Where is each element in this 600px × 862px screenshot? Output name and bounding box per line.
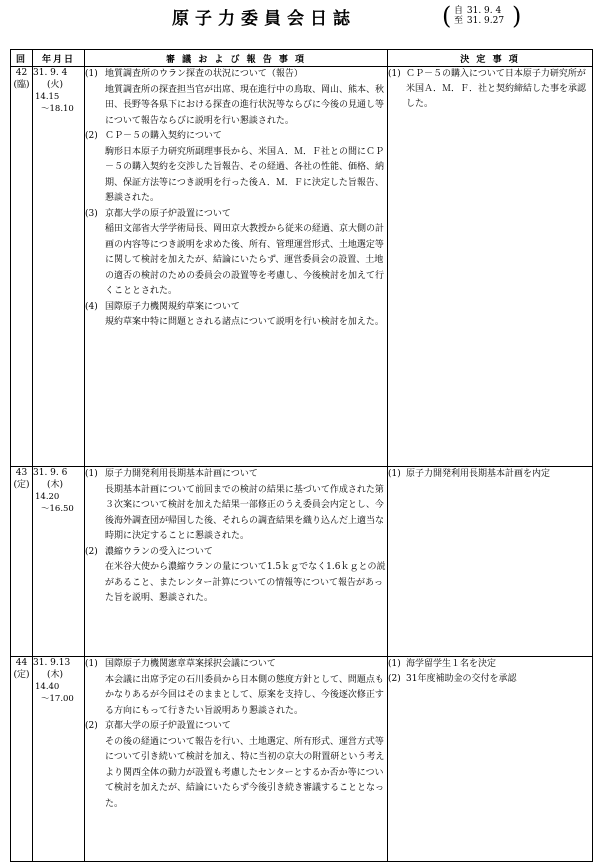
agenda-item xyxy=(85,67,387,129)
agenda-item-heading xyxy=(85,657,387,673)
period-from-date: 31. 9. 4 xyxy=(466,6,502,16)
agenda-item xyxy=(85,719,387,812)
page-header xyxy=(0,0,600,40)
session-number-cell xyxy=(11,657,33,862)
column-header-date: 年月日 xyxy=(33,50,85,67)
session-number-cell xyxy=(11,467,33,657)
session-date-cell xyxy=(33,67,85,467)
session-weekday: (木) xyxy=(47,480,64,490)
decision-item xyxy=(388,67,592,112)
table-row xyxy=(11,67,593,467)
page-title: 原子力委員会日誌 xyxy=(172,9,356,29)
decision-cell xyxy=(388,467,593,657)
agenda-item-heading xyxy=(85,67,387,83)
agenda-item-number: (2) xyxy=(85,131,98,141)
decision-item xyxy=(388,467,592,482)
agenda-item-number: (3) xyxy=(85,208,98,219)
session-number: 42 xyxy=(15,68,28,78)
agenda-item-body: 長期基本計画について前回までの検討の結果に基づいて作成された第３次案について検討を加えた結果一部修正のうえ委員会内定とし、今後海外調査団が帰国した後、それらの調査結果を織り込んだ上適当な時期に決定することに懇談された。 xyxy=(105,484,385,541)
decision-item-number: (1) xyxy=(388,659,401,669)
session-time-to: ～18.10 xyxy=(41,104,74,114)
session-date: 31. 9. 6 xyxy=(33,468,68,478)
agenda-item-number: (2) xyxy=(85,721,98,731)
column-header-number: 回 xyxy=(11,50,33,67)
decision-item-text: 原子力開発利用長期基本計画を内定 xyxy=(406,469,551,479)
session-date: 31. 9. 4 xyxy=(33,68,68,78)
decision-item-text: ＣＰ－５の購入について日本原子力研究所が米国Ａ．Ｍ．Ｆ．社と契約締結した事を承認した。 xyxy=(406,69,587,109)
session-number: 44 xyxy=(15,658,28,668)
agenda-item xyxy=(85,657,387,719)
agenda-item xyxy=(85,129,387,207)
agenda-item-number: (1) xyxy=(85,69,98,79)
session-number-cell xyxy=(11,67,33,467)
period-dates xyxy=(454,6,504,26)
session-time-to: ～16.50 xyxy=(41,504,74,514)
diary-table xyxy=(10,49,593,862)
agenda-item xyxy=(85,467,387,545)
session-date-cell xyxy=(33,467,85,657)
table-body xyxy=(11,67,593,862)
agenda-item-title: 地質調査所のウラン探査の状況について（報告） xyxy=(105,69,303,79)
session-time-from: 14.20 xyxy=(35,492,60,502)
agenda-item-body: 地質調査所の探査担当官が出席、現在進行中の鳥取、岡山、熊本、秋田、長野等各県下における探査の進行状況等ならびに今後の見通し等について報告ならびに説明を行い懇談された。 xyxy=(105,84,385,126)
agenda-item-title: ＣＰ－５の購入契約について xyxy=(105,131,222,141)
agenda-item-heading xyxy=(85,300,387,316)
agenda-item-heading xyxy=(85,719,387,735)
agenda-item-body: 本会議に出席予定の石川委員から日本側の態度方針として、問題点もかなりあるが今回はそのままとして、原案を支持し、今後逐次修正する方向にもって行きたい旨説明あり懇談された。 xyxy=(105,674,384,716)
decision-cell xyxy=(388,67,593,467)
decision-item-number: (1) xyxy=(388,69,401,79)
session-time-from: 14.40 xyxy=(35,682,60,692)
session-weekday: (木) xyxy=(47,670,64,680)
decision-item-number: (1) xyxy=(388,469,401,479)
period-to-label: 至 xyxy=(454,16,464,26)
agenda-item-body: その後の経過について報告を行い、土地選定、所有形式、運営方式等について引き続いて検討を加え、特に当初の京大の附置研という考えより関西全体の動力が設置も考慮したセンターとするか否か等について検討を加えたが、結論にいたらず今後引き続き審議することとなった。 xyxy=(105,736,385,809)
agenda-cell xyxy=(85,657,388,862)
agenda-item-title: 濃縮ウランの受入について xyxy=(105,546,213,557)
agenda-item-number: (4) xyxy=(85,301,98,312)
agenda-item-heading xyxy=(85,129,387,145)
decision-item-text: 海学留学生１名を決定 xyxy=(406,659,497,669)
agenda-item-heading xyxy=(85,207,387,223)
agenda-item-number: (2) xyxy=(85,546,98,557)
agenda-item xyxy=(85,300,387,331)
agenda-item-heading xyxy=(85,467,387,483)
agenda-item-title: 京都大学の原子炉設置について xyxy=(105,721,231,731)
decision-item xyxy=(388,657,592,672)
session-number: 43 xyxy=(15,468,28,478)
session-kind: (定) xyxy=(13,670,30,680)
agenda-item-number: (1) xyxy=(85,469,98,479)
table-row xyxy=(11,467,593,657)
decision-cell xyxy=(388,657,593,862)
session-kind: (臨) xyxy=(13,80,30,90)
session-time-from: 14.15 xyxy=(35,92,60,102)
agenda-item-heading xyxy=(85,545,387,561)
agenda-item-title: 原子力開発利用長期基本計画について xyxy=(105,469,258,479)
session-kind: (定) xyxy=(13,480,30,490)
agenda-item-title: 国際原子力機関規約草案について xyxy=(105,301,240,312)
agenda-item xyxy=(85,545,387,607)
table-row xyxy=(11,657,593,862)
session-date: 31. 9.13 xyxy=(33,658,71,668)
session-time-to: ～17.00 xyxy=(41,694,74,704)
agenda-item-body: 稲田文部省大学学術局長、岡田京大教授から従来の経過、京大側の計画の内容等につき説明を求めた後、所有、管理運営形式、土地選定等に関して検討を加えたが、結論にいたらず、運営委員会の設置、土地の適否の検討のための委員会の設置等を考慮し、今後検討を加えて行くこととされた。 xyxy=(105,224,385,296)
session-date-cell xyxy=(33,657,85,862)
agenda-item-title: 国際原子力機関憲章草案採択会議について xyxy=(105,659,276,669)
agenda-item-number: (1) xyxy=(85,659,98,669)
decision-item-text: 31年度補助金の交付を承認 xyxy=(406,674,517,684)
period-from-label: 自 xyxy=(454,6,464,16)
decision-item xyxy=(388,672,592,687)
decision-item-number: (2) xyxy=(388,674,401,684)
open-paren: ( xyxy=(442,2,452,30)
agenda-cell xyxy=(85,467,388,657)
agenda-item-body: 駒形日本原子力研究所副理事長から、米国Ａ．Ｍ．Ｆ社との間にＣＰ－５の購入契約を交渉した旨報告、その経過、各社の性能、価格、納期、保証方法等につき説明を行った後Ａ．Ｍ．Ｆに決定した旨報告、懇談された。 xyxy=(105,146,385,203)
column-header-decisions: 決 定 事 項 xyxy=(388,50,593,67)
agenda-item-body: 在米谷大使から濃縮ウランの量について1.5ｋｇでなく1.6ｋｇとの説があること、またレンター計算についての情報等について報告があった旨を説明、懇談された。 xyxy=(105,562,386,603)
close-paren: ) xyxy=(512,2,522,30)
agenda-item-title: 京都大学の原子炉設置について xyxy=(105,208,231,219)
agenda-item xyxy=(85,207,387,300)
column-header-agenda: 審 議 お よ び 報 告 事 項 xyxy=(85,50,388,67)
session-weekday: (火) xyxy=(47,80,64,90)
agenda-cell xyxy=(85,67,388,467)
period-to-date: 31. 9.27 xyxy=(466,16,505,26)
table-header-row xyxy=(11,50,593,67)
agenda-item-body: 規約草案中特に問題とされる諸点について説明を行い検討を加えた。 xyxy=(105,317,384,327)
